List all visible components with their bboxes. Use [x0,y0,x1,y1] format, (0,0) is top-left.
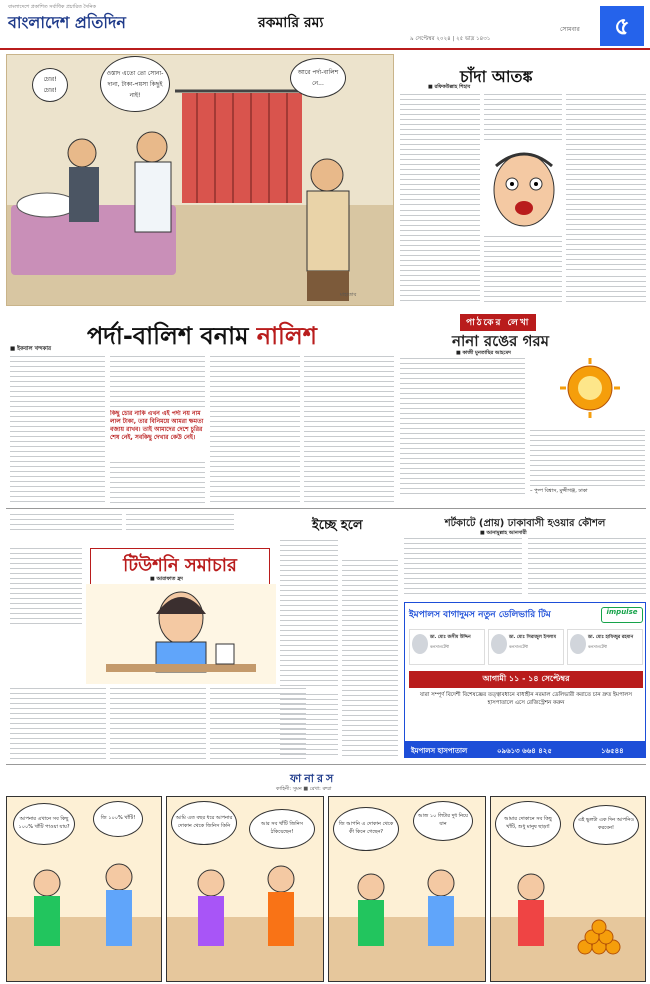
bubble-thief: চোর! চোর! [32,68,68,102]
chanda-body-col3b [566,276,646,302]
readers-illustration [530,358,645,428]
shortcut-body-col2 [528,538,646,598]
chanda-body-col3 [566,94,646,274]
titeshni-illustration [86,584,276,684]
comic-bubble: আর সব খাঁটি জিনিস ঠকিয়েছেন! [249,809,315,849]
avatar [412,634,428,654]
ad-note: যারা সম্পূর্ণ বিদেশী বিশেষজ্ঞের তত্ত্বাবধানে বাধাহীন নরমাল ডেলিভারী করাতে চান দ্রুত ইমপালস হাসপাতালে এসে রেজিস্ট্রেশন করুন [419,692,633,706]
chanda-illustration [486,146,562,234]
doctor-role: কনসালটেন্ট [430,644,449,649]
divider-horizontal-1 [6,508,646,509]
divider-horizontal-2 [6,764,646,765]
ad-doctor-1 [409,629,485,665]
ichchhe-body-col1 [280,540,338,690]
date-line: ৯ সেপ্টেম্বর ২০২৪ | ২৫ ভাদ্র ১৪৩১ [410,36,491,42]
day-label: সোমবার [560,26,580,33]
ad-box[interactable] [404,602,646,758]
ichchhe-body-col2 [342,560,398,758]
comic-bubble: এই ভুলটা এক দিন আপনিও করবেন! [573,805,639,845]
ad-short-code[interactable]: ১৬৫৪৪ [601,747,624,755]
doctor-name: ডা. মোঃ হাফিজুর রহমান [588,635,634,640]
comic-bubble: জি আপনি এ দোকান থেকে কী কিনে গেছেন? [333,807,399,851]
fanarus-title: ফানারস [290,772,337,785]
ad-doctor-3 [567,629,643,665]
readers-banner: পাঠকের লেখা [460,314,536,331]
fanarus-credits: কাহিনী: সুমন ■ রেখা: রুম্মা [276,786,332,792]
shortcut-title-text: শর্টকাটে (প্রায়) ঢাকাবাসী হওয়ার কৌশল [444,518,606,529]
ad-hotline-bar [405,741,646,758]
main-story-body-col4 [304,356,394,506]
ichchhe-title [312,516,363,537]
comic-panel-3 [328,796,486,982]
ad-date-line: আগামী ১১ - ১৪ সেপ্টেম্বর [409,671,643,688]
titeshni-intro-col2 [126,514,234,534]
ad-hotline-label: ইমপালস হাসপাতাল [411,747,468,755]
shortcut-byline: ■ আনামুল্লাহ আনসারী [480,530,527,536]
chanda-body-col2b [484,236,562,302]
titeshni-intro-col1 [10,514,122,534]
titeshni-body-left [10,548,82,628]
readers-body-col1 [400,358,525,498]
page-number: ৫ [600,6,644,46]
brand-logo: বাংলাদেশ প্রতিদিন [8,13,126,32]
main-story-body-col2 [110,356,205,408]
titeshni-body-bottom2 [110,688,206,760]
main-headline [10,318,394,358]
chanda-byline: ■ রফিকউল্লাহ শিহাব [428,84,471,90]
readers-body-col2 [530,430,645,486]
avatar [570,634,586,654]
shortcut-body-col1 [404,538,522,598]
chanda-title: চাঁদা আতঙ্ক [460,67,533,86]
readers-byline: ■ কাজী মুনতাছির আহমেদ [456,350,511,356]
headline-part1: পর্দা-বালিশ বনাম [86,322,257,350]
cartoon-artist: মাহাতাব [340,292,357,298]
brand-tagline: বাংলাদেশে প্রকাশিত সর্বাধিক প্রচারিত দৈনিক [8,4,96,10]
comic-panel-4 [490,796,646,982]
chanda-body-col1b [400,210,480,302]
chanda-body-col2 [484,94,562,144]
ad-logo: impulse [601,607,643,623]
ad-phone[interactable]: ০৯৬১৩ ৬৬৪ ৪২৫ [497,747,552,755]
doctor-role: কনসালটেন্ট [588,644,607,649]
main-story-body-col2b [110,462,205,506]
comic-panel-2 [166,796,324,982]
avatar [491,634,507,654]
titeshni-body-bottom1 [10,688,106,760]
ichchhe-title-text: ইচ্ছে হলে [312,518,363,533]
comic-panel-1 [6,796,162,982]
titeshni-title: টিউশনি সমাচার [90,548,270,585]
comic-bubble: আপনার এখানে সব কিছু ১০০% খাঁটি পাওয়া যায়? [13,803,75,845]
doctor-name: ডা. মোঃ সিরাজুল ইসলাম [509,635,556,640]
ichchhe-body-col1b [280,694,338,758]
pull-quote: কিছু চোর নাকি এখন এই পর্দা নয় নাম লাল টাকা, তার বিনিময়ে আমরা ক্ষমতা বজায় রাখব। তাই আমাদের দেশে চুরির শেষ নেই, সবকিছু দেখার কেউ নেই। [110,410,204,441]
comic-bubble: জি ১০০% খাঁটি! [93,801,143,837]
readers-credit: – পুষ্প বিশ্বাস, মুন্সীগঞ্জ, ঢাকা [530,488,588,494]
comic-bubble: আমার দোকানে সব কিছু খাঁটি, শুধু মানুষ ছাড়া! [495,801,561,847]
comic-bubble: আমি এত বছর ধরে আপনার দোকান থেকে জিনিস কিনি [171,801,237,845]
chanda-body-col1 [400,94,480,206]
main-story-body-col3 [210,356,300,506]
bubble-owner: আরে পর্দা-বালিশ নে... [290,58,346,98]
main-byline: ■ ইকবাল খন্দকার [10,346,51,352]
readers-title: নানা রঙের গরম [452,332,549,350]
doctor-role: কনসালটেন্ট [509,644,528,649]
comic-bubble: আজ ১০ লিটার দুধ নিয়ে যান [413,801,473,841]
ad-headline: ইমপালস বাগাদুমস নতুন ডেলিভারি টিম [409,610,551,620]
bubble-robber: ওস্তাদ এতো তো সোনা-দানা, টাকা-পয়সা কিছুই নাই! [100,56,170,112]
headline-part2: নালিশ [256,322,317,350]
ad-doctor-2 [488,629,564,665]
titeshni-byline: ■ আরাফাত হ্রদ [150,576,183,582]
main-story-body-col1 [10,356,105,506]
section-title: রকমারি রম্য [258,15,324,31]
doctor-name: ডা. মোঃ জসীম উদ্দিন [430,635,471,640]
